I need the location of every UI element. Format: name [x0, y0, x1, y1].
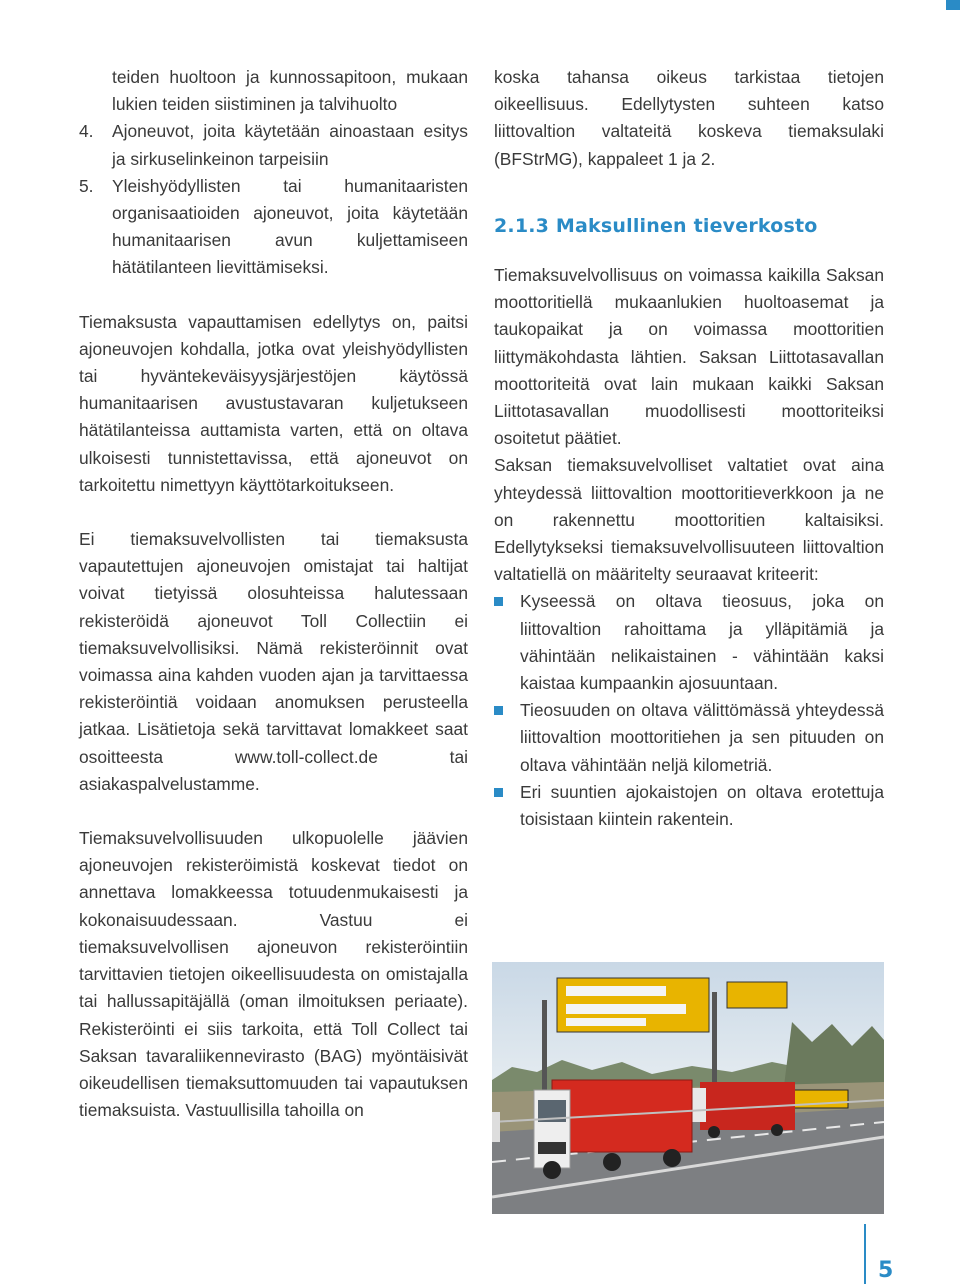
page-number-rule [864, 1224, 866, 1284]
highway-trucks-photo [492, 962, 884, 1214]
section-heading: 2.1.3 Maksullinen tieverkosto [494, 214, 818, 237]
list-item-text: Ajoneuvot, joita käytetään ainoastaan esitys ja sirkuselinkeinon tarpeisiin [112, 121, 468, 169]
list-number: 4. [79, 121, 94, 142]
corner-accent [946, 0, 960, 10]
body-paragraph: Tiemaksuvelvollisuus on voimassa kaikilla Saksan moottoritiellä mukaanlukien huoltoasemat ja taukopaikat ja on voimassa moottoritien liittymäkohdasta lähtien. Saksan Liittotasavallan moottoriteitä ovat lain mukaan kaikki Saksan Liittotasavallan muodollisesti moottoriteiksi osoitetut päätiet. [494, 265, 884, 449]
list-item [494, 588, 884, 697]
list-item [79, 118, 468, 172]
list-item-continuation [79, 64, 468, 118]
body-paragraph: Tiemaksuvelvollisuuden ulkopuolelle jäävien ajoneuvojen rekisteröimistä koskevat tiedot on annettava lomakkeessa totuudenmukaisesti ja kokonaisuudessaan. Vastuu ei tiemaksuvelvollisen ajoneuvon rekisteröintiin tarvittavien tietojen oikeellisuudesta on omistajalla tai hallussapitäjällä (oman ilmoituksen periaate). Rekisteröinti ei siis tarkoita, että Toll Collect tai Saksan tavaraliikennevirasto (BAG) myöntäisivät oikeudellisen tiemaksuttomuuden tai vapautuksen tiemaksuista. Vastuullisilla tahoilla on [79, 828, 468, 1121]
page-number: 5 [878, 1258, 894, 1283]
left-column [79, 64, 468, 1124]
body-paragraph: koska tahansa oikeus tarkistaa tietojen oikeellisuus. Edellytysten suhteen katso liittovaltion valtateitä koskeva tiemaksulaki (BFStrMG), kappaleet 1 ja 2. [494, 67, 884, 169]
body-paragraph: Tiemaksusta vapauttamisen edellytys on, paitsi ajoneuvojen kohdalla, jotka ovat yleishyödyllisten tai hyväntekeväisyysjärjestöjen käytössä humanitaarisen avustustavaran kuljetukseen hätätilanteissa auttamista varten, että on oltava ulkoisesti tunnistettavissa, että ajoneuvot on tarkoitettu nimettyyn käyttötarkoitukseen. [79, 311, 468, 495]
criteria-list [494, 588, 884, 833]
list-item [79, 173, 468, 282]
body-paragraph: Ei tiemaksuvelvollisten tai tiemaksusta vapautettujen ajoneuvojen omistajat tai haltijat voivat tietyissä olosuhteissa halutessaan rekisteröidä ajoneuvot Toll Collectiin ei tiemaksuvelvollisiksi. Nämä rekisteröinnit ovat voimassa aina kahden vuoden ajan ja tarvittaessa rekisteröintiä voidaan anomuksen perusteella jatkaa. Lisätietoja sekä tarvittavat lomakkeet saat osoitteesta www.toll-collect.de tai asiakaspalvelustamme. [79, 529, 468, 794]
list-number: 5. [79, 175, 94, 196]
list-item-text: teiden huoltoon ja kunnossapitoon, mukaan lukien teiden siistiminen ja talvihuolto [112, 67, 468, 115]
right-column [494, 64, 884, 833]
list-item [494, 779, 884, 833]
list-item-text: Kyseessä on oltava tieosuus, joka on liittovaltion rahoittama ja ylläpitämiä ja vähintään nelikaistainen - vähintään kaksi kaistaa kumpaankin ajosuuntaan. [520, 591, 884, 694]
numbered-list [79, 64, 468, 282]
bullet-square-icon [494, 597, 503, 606]
bullet-square-icon [494, 706, 503, 715]
list-item-text: Eri suuntien ajokaistojen on oltava erotettuja toisistaan kiintein rakentein. [520, 781, 884, 830]
body-paragraph: Saksan tiemaksuvelvolliset valtatiet ovat aina yhteydessä liittovaltion moottoritieverkkoon ja ne on rakennettu moottoritien kaltaisiksi. Edellytykseksi tiemaksuvelvollisuuteen liittovaltion valtatiellä on määritelty seuraavat kriteerit: [494, 455, 884, 585]
list-item-text: Yleishyödyllisten tai humanitaaristen organisaatioiden ajoneuvot, joita käytetään humanitaarisen avun kuljettamiseen hätätilanteen lievittämiseksi. [112, 175, 468, 278]
bullet-square-icon [494, 788, 503, 797]
list-item-text: Tieosuuden on oltava välittömässä yhteydessä liittovaltion moottoritiehen ja sen pituuden on oltava vähintään neljä kilometriä. [520, 700, 884, 775]
list-item [494, 697, 884, 779]
